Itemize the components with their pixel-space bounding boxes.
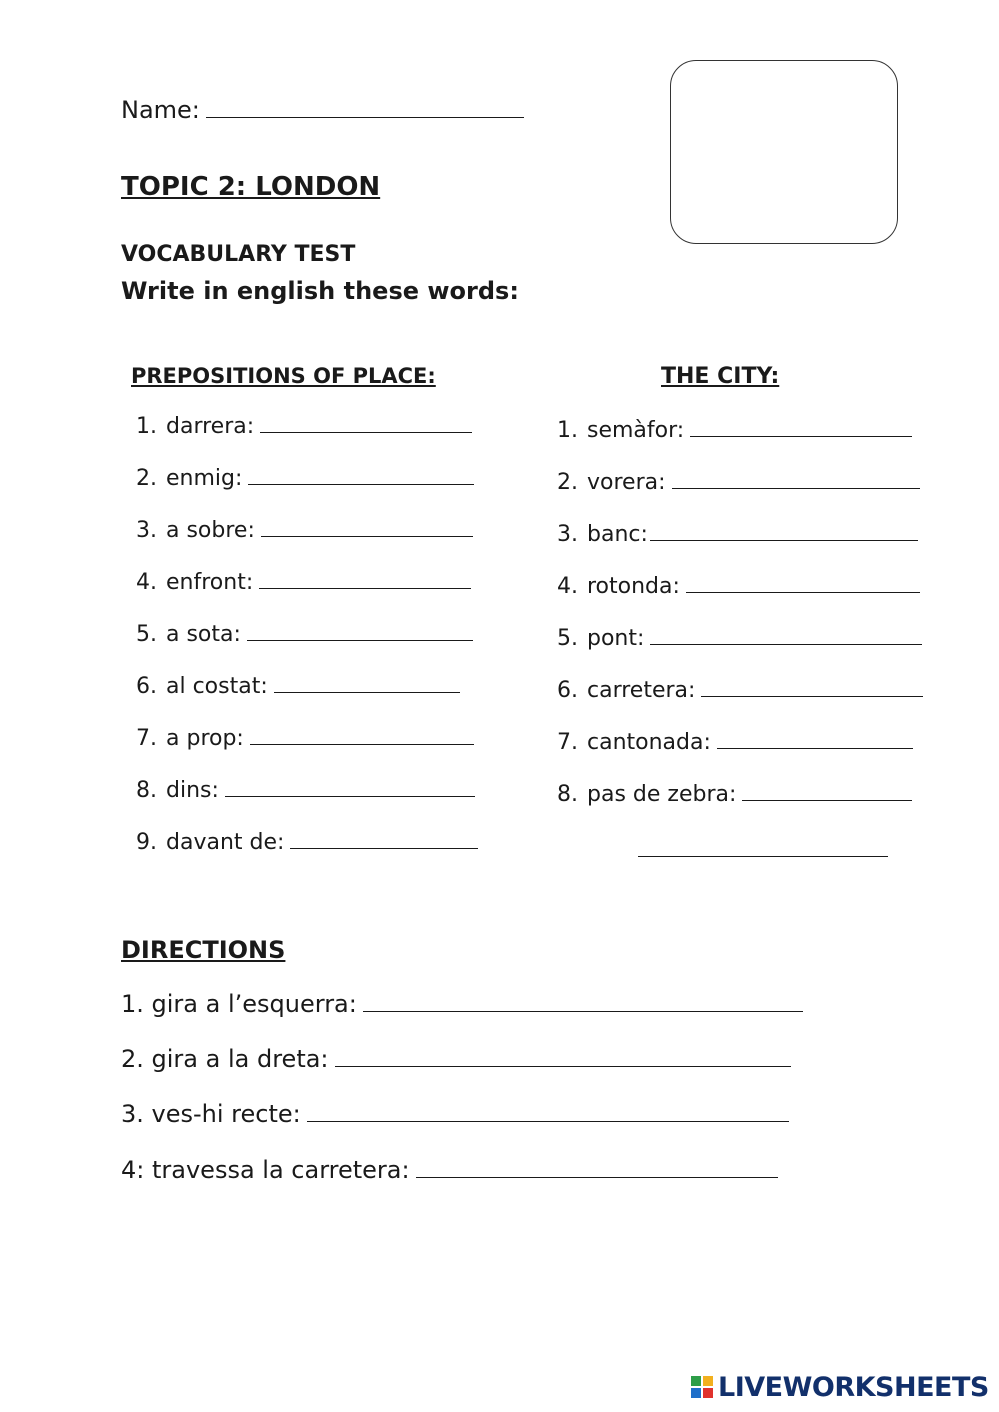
answer-line[interactable] (650, 643, 922, 645)
item-number: 3. (136, 518, 157, 543)
prep-item-3 (136, 518, 473, 543)
answer-line[interactable] (290, 847, 478, 849)
item-word: semàfor: (587, 418, 685, 443)
answer-line[interactable] (260, 431, 472, 433)
answer-line[interactable] (742, 799, 912, 801)
item-number: 5. (557, 626, 578, 651)
item-word: davant de: (166, 830, 285, 855)
direction-text: 3. ves-hi recte: (121, 1100, 301, 1128)
answer-line[interactable] (701, 695, 923, 697)
city-item-7 (557, 730, 913, 755)
answer-line[interactable] (335, 1065, 791, 1067)
item-word: dins: (166, 778, 219, 803)
item-word: darrera: (166, 414, 255, 439)
item-number: 5. (136, 622, 157, 647)
item-word: vorera: (587, 470, 666, 495)
item-number: 4. (557, 574, 578, 599)
item-number: 2. (557, 470, 578, 495)
item-word: al costat: (166, 674, 268, 699)
item-word: carretera: (587, 678, 696, 703)
answer-line[interactable] (717, 747, 913, 749)
prep-item-7 (136, 726, 474, 751)
answer-line[interactable] (672, 487, 920, 489)
item-number: 6. (136, 674, 157, 699)
city-item-4 (557, 574, 920, 599)
item-word: enfront: (166, 570, 254, 595)
answer-line[interactable] (259, 587, 471, 589)
city-item-5 (557, 626, 922, 651)
direction-text: 4: travessa la carretera: (121, 1156, 410, 1184)
directions-heading: DIRECTIONS (121, 936, 286, 964)
city-item-6 (557, 678, 923, 703)
answer-line[interactable] (225, 795, 475, 797)
item-word: cantonada: (587, 730, 711, 755)
item-word: pas de zebra: (587, 782, 737, 807)
city-heading: THE CITY: (661, 364, 780, 389)
prep-item-8 (136, 778, 475, 803)
name-label: Name: (121, 96, 200, 124)
item-word: a sobre: (166, 518, 255, 543)
city-item-2 (557, 470, 920, 495)
topic-title: TOPIC 2: LONDON (121, 172, 381, 202)
item-number: 8. (557, 782, 578, 807)
prep-item-1 (136, 414, 472, 439)
direction-item-3 (121, 1100, 789, 1128)
instruction: Write in english these words: (121, 277, 519, 305)
photo-box (670, 60, 898, 244)
item-word: banc: (587, 522, 648, 547)
item-number: 7. (557, 730, 578, 755)
prep-item-6 (136, 674, 460, 699)
answer-line[interactable] (416, 1176, 778, 1178)
answer-line[interactable] (247, 639, 473, 641)
answer-line[interactable] (274, 691, 460, 693)
item-word: pont: (587, 626, 645, 651)
prep-item-9 (136, 830, 478, 855)
direction-item-4 (121, 1156, 778, 1184)
liveworksheets-logo-icon (691, 1376, 713, 1398)
name-answer-line[interactable] (206, 116, 524, 118)
answer-line[interactable] (248, 483, 474, 485)
city-item-1 (557, 418, 912, 443)
brand-wordmark: LIVEWORKSHEETS (718, 1372, 989, 1403)
answer-line[interactable] (261, 535, 473, 537)
answer-line[interactable] (690, 435, 912, 437)
direction-text: 2. gira a la dreta: (121, 1045, 329, 1073)
answer-line[interactable] (686, 591, 920, 593)
item-number: 1. (136, 414, 157, 439)
answer-line[interactable] (307, 1120, 789, 1122)
item-number: 3. (557, 522, 578, 547)
item-word: a prop: (166, 726, 244, 751)
direction-text: 1. gira a l’esquerra: (121, 990, 357, 1018)
direction-item-2 (121, 1045, 791, 1073)
prep-item-4 (136, 570, 471, 595)
direction-item-1 (121, 990, 803, 1018)
answer-line[interactable] (650, 539, 918, 541)
city-item-3 (557, 522, 918, 547)
city-item-8 (557, 782, 912, 807)
answer-line-extra[interactable] (638, 856, 888, 857)
item-word: a sota: (166, 622, 241, 647)
item-number: 2. (136, 466, 157, 491)
item-number: 4. (136, 570, 157, 595)
prep-item-2 (136, 466, 474, 491)
prepositions-heading: PREPOSITIONS OF PLACE: (131, 364, 436, 388)
answer-line[interactable] (250, 743, 474, 745)
name-row (121, 96, 524, 124)
test-subtitle: VOCABULARY TEST (121, 242, 356, 267)
item-number: 7. (136, 726, 157, 751)
item-word: enmig: (166, 466, 243, 491)
item-number: 1. (557, 418, 578, 443)
item-word: rotonda: (587, 574, 680, 599)
item-number: 8. (136, 778, 157, 803)
item-number: 6. (557, 678, 578, 703)
item-number: 9. (136, 830, 157, 855)
prep-item-5 (136, 622, 473, 647)
answer-line[interactable] (363, 1010, 803, 1012)
